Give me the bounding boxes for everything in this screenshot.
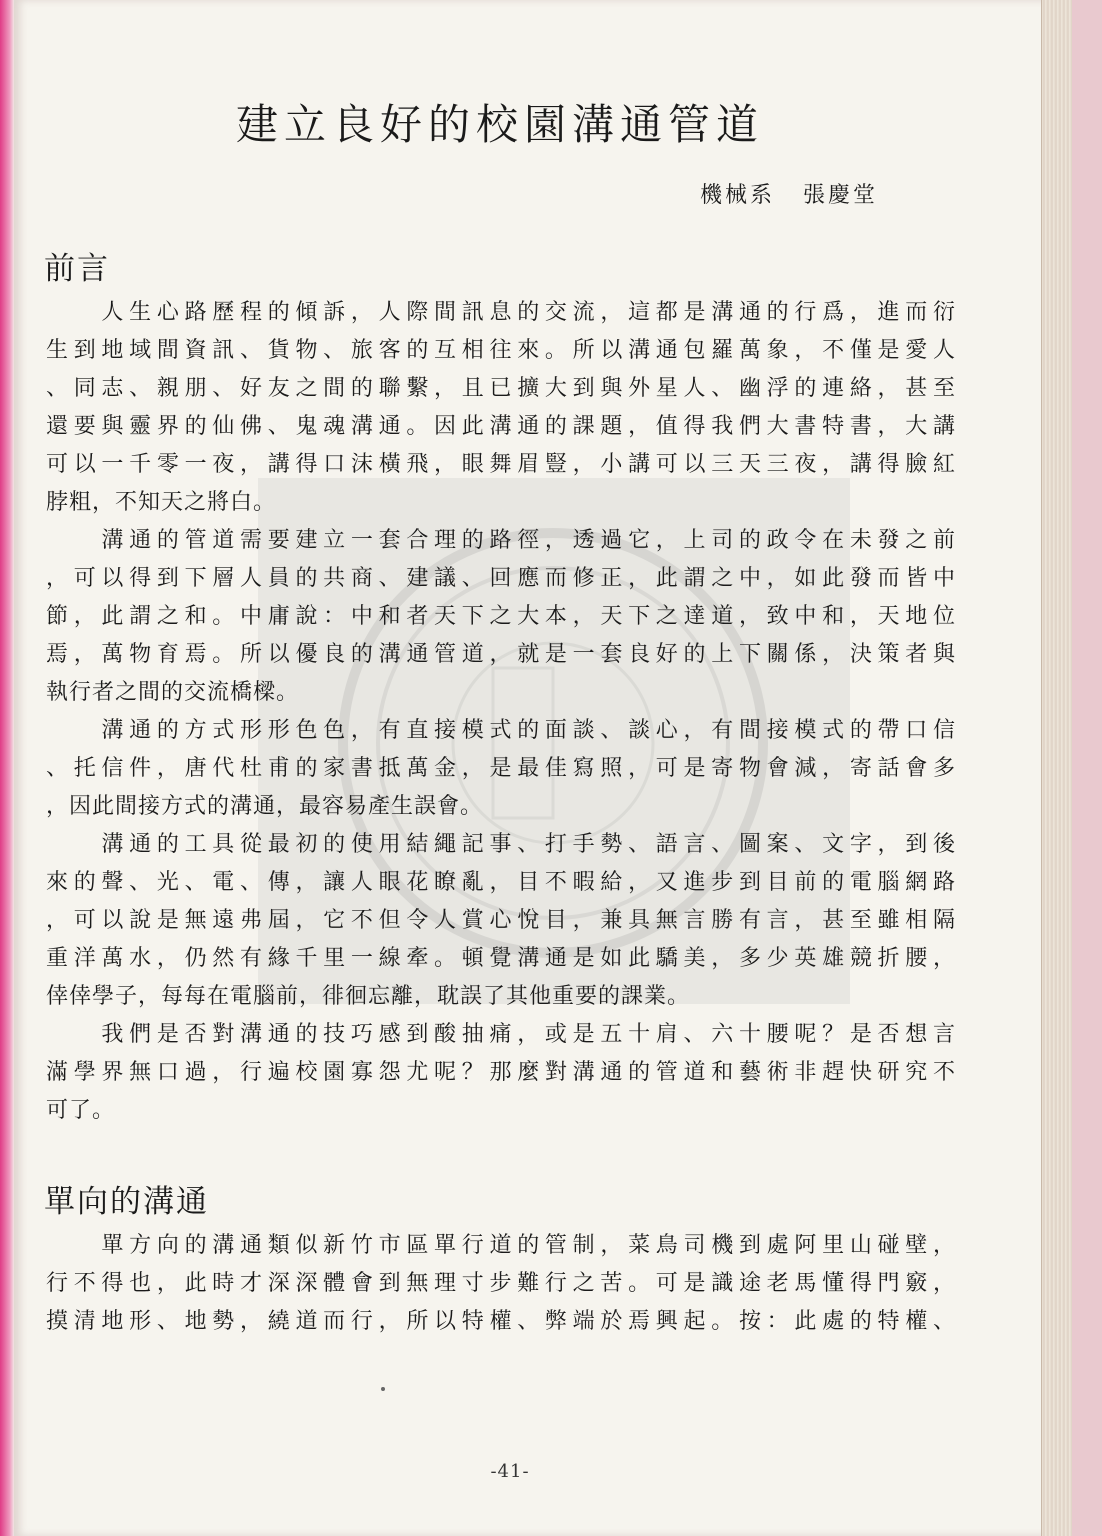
text-line: 我們是否對溝通的技巧感到酸抽痛，或是五十肩、六十腰呢？是否想言	[46, 1022, 956, 1047]
text-line: 溝通的管道需要建立一套合理的路徑，透過它，上司的政令在未發之前	[46, 528, 956, 553]
text-line: 溝通的工具從最初的使用結繩記事、打手勢、語言、圖案、文字，到後	[46, 832, 956, 857]
text-line: ，可以得到下層人員的共商、建議、回應而修正，此謂之中，如此發而皆中	[46, 566, 956, 591]
department: 機械系	[700, 183, 776, 208]
section-heading-intro: 前言	[44, 251, 110, 287]
page-number: -41-	[490, 1461, 530, 1482]
text-line: 、同志、親朋、好友之間的聯繫，且已擴大到與外星人、幽浮的連絡，甚至	[46, 376, 956, 401]
print-speck	[381, 1387, 385, 1391]
author: 張慶堂	[803, 183, 879, 208]
text-line: 來的聲、光、電、傳，讓人眼花瞭亂，目不暇給，又進步到目前的電腦網路	[46, 870, 956, 895]
section-body-intro	[46, 294, 956, 1130]
section-body-one-way	[46, 1227, 956, 1341]
text-line: 重洋萬水，仍然有緣千里一線牽。頓覺溝通是如此驕美，多少英雄競折腰，	[46, 946, 956, 971]
text-line: 節，此謂之和。中庸說：中和者天下之大本，天下之達道，致中和，天地位	[46, 604, 956, 629]
text-line: 可了。	[46, 1098, 116, 1123]
text-line: 脖粗，不知天之將白。	[46, 490, 277, 515]
article-title: 建立良好的校園溝通管道	[235, 100, 764, 149]
text-line: 焉，萬物育焉。所以優良的溝通管道，就是一套良好的上下關係，決策者與	[46, 642, 956, 667]
text-line: 人生心路歷程的傾訴，人際間訊息的交流，這都是溝通的行爲，進而衍	[46, 300, 956, 325]
text-line: 倖倖學子，每每在電腦前，徘徊忘離，耽誤了其他重要的課業。	[46, 984, 691, 1009]
text-line: ，可以說是無遠弗屆，它不但令人賞心悅目，兼具無言勝有言，甚至雖相隔	[46, 908, 956, 933]
page-stack-edge	[1041, 0, 1072, 1536]
byline	[700, 178, 960, 209]
text-line: 執行者之間的交流橋樑。	[46, 680, 300, 705]
text-line: 、托信件，唐代杜甫的家書抵萬金，是最佳寫照，可是寄物會減，寄話會多	[46, 756, 956, 781]
text-line: ，因此間接方式的溝通，最容易產生誤會。	[46, 794, 484, 819]
text-line: 還要與靈界的仙佛、鬼魂溝通。因此溝通的課題，值得我們大書特書，大講	[46, 414, 956, 439]
text-line: 滿學界無口過，行遍校園寡怨尤呢？那麼對溝通的管道和藝術非趕快研究不	[46, 1060, 956, 1085]
text-line: 行不得也，此時才深深體會到無理寸步難行之苦。可是識途老馬懂得門竅，	[46, 1271, 956, 1296]
text-line: 可以一千零一夜，講得口沫橫飛，眼舞眉豎，小講可以三天三夜，講得臉紅	[46, 452, 956, 477]
section-heading-one-way: 單向的溝通	[44, 1184, 209, 1220]
text-line: 溝通的方式形形色色，有直接模式的面談、談心，有間接模式的帶口信	[46, 718, 956, 743]
binding-edge	[0, 0, 14, 1536]
text-line: 單方向的溝通類似新竹市區單行道的管制，菜鳥司機到處阿里山碰壁，	[46, 1233, 956, 1258]
text-line: 摸清地形、地勢，繞道而行，所以特權、弊端於焉興起。按：此處的特權、	[46, 1309, 956, 1334]
text-line: 生到地域間資訊、貨物、旅客的互相往來。所以溝通包羅萬象，不僅是愛人	[46, 338, 956, 363]
